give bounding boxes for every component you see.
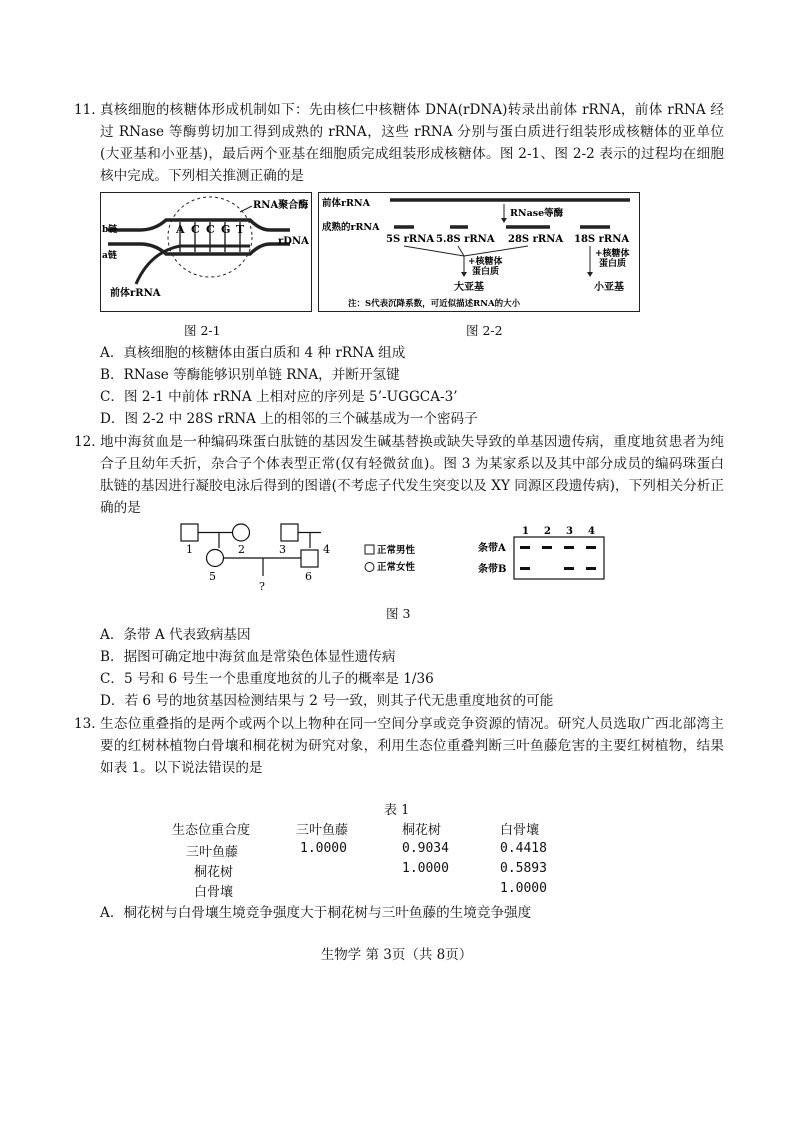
figure-note: 注：S代表沉降系数，可近似描述RNA的大小: [348, 299, 521, 309]
table-cell: 1.0000: [500, 881, 547, 896]
rrna-58s: 5.8S rRNA: [436, 234, 495, 245]
pedigree-figure: [175, 522, 465, 602]
legend-male: 正常男性: [377, 545, 416, 556]
table-cell: 0.4418: [500, 841, 547, 856]
row-label: 三叶鱼藤: [186, 845, 239, 860]
rrna-18s: 18S rRNA: [574, 234, 630, 245]
mature-rrna-label: 成熟的rRNA: [322, 222, 380, 233]
base-3: C: [206, 223, 215, 236]
figure-2-1-caption: 图 2-1: [184, 323, 221, 338]
lane-2: 2: [544, 526, 551, 537]
rrna-28s: 28S rRNA: [508, 234, 564, 245]
gel-figure: [478, 524, 628, 580]
table-cell: 0.5893: [500, 861, 547, 876]
figure-2-1: [100, 192, 312, 312]
table-cell: 1.0000: [402, 861, 449, 876]
lane-1: 1: [522, 526, 529, 537]
table-cell: 0.9034: [402, 841, 449, 856]
table-header: [160, 819, 580, 841]
member-1: 1: [186, 543, 193, 556]
q13-option-a: A．桐花树与白骨壤生境竞争强度大于桐花树与三叶鱼藤的生境竞争强度: [100, 905, 532, 921]
base-1: A: [176, 223, 185, 236]
member-5: 5: [209, 570, 216, 583]
q12-option-a: A．条带 A 代表致病基因: [100, 627, 251, 643]
rrna-5s: 5S rRNA: [386, 234, 435, 245]
row-label: 桐花树: [194, 865, 234, 880]
q11-option-b: B．RNase 等酶能够识别单链 RNA，并断开氢键: [100, 367, 400, 383]
rna-polymerase-label: RNA聚合酶: [253, 200, 309, 211]
member-6: 6: [305, 570, 312, 583]
question-number: 11.: [74, 102, 96, 118]
question-stem: 真核细胞的核糖体形成机制如下：先由核仁中核糖体 DNA(rDNA)转录出前体 rRNA，前体 rRNA 经过 RNase 等酶剪切加工得到成熟的 rRNA，这些 rRNA 分别与蛋白质进行组装形成核糖体的亚单位(大亚基和小亚基)，最后两个亚基在细胞质完成组装形成核糖体。图 2-1、图 2-2 表示的过程均在细胞核中完成。下列相关推测正确的是: [100, 102, 724, 184]
figure-2-2-caption: 图 2-2: [466, 323, 503, 338]
page-footer: 生物学 第 3页（共 8页）: [320, 947, 473, 963]
base-4: G: [221, 223, 231, 236]
rdna-label: rDNA: [278, 236, 309, 247]
q12-option-c: C．5 号和 6 号生一个患重度地贫的儿子的概率是 1/36: [100, 671, 434, 687]
b-strand-label: b链: [102, 225, 118, 235]
pre-rrna-label: 前体rRNA: [110, 288, 161, 299]
add-protein-1b: 蛋白质: [472, 267, 500, 277]
table-row: [160, 881, 580, 901]
table-1: [160, 819, 580, 901]
unknown-child: ?: [259, 580, 265, 593]
header-cell: 三叶鱼藤: [296, 823, 349, 838]
large-subunit: 大亚基: [454, 282, 484, 293]
q12-option-d: D．若 6 号的地贫基因检测结果与 2 号一致，则其子代无患重度地贫的可能: [100, 693, 554, 709]
member-2: 2: [238, 543, 245, 556]
pre-rrna-label-2: 前体rRNA: [322, 198, 370, 209]
table-row: [160, 841, 580, 861]
band-b-label: 条带B: [478, 564, 507, 575]
figure-3-caption: 图 3: [386, 606, 411, 621]
rnase-label: RNase等酶: [510, 208, 564, 219]
base-2: C: [191, 223, 200, 236]
question-12: [74, 431, 724, 519]
table-row: [160, 861, 580, 881]
q11-option-d: D．图 2-2 中 28S rRNA 上的相邻的三个碱基成为一个密码子: [100, 411, 478, 427]
member-3: 3: [279, 543, 286, 556]
q11-option-a: A．真核细胞的核糖体由蛋白质和 4 种 rRNA 组成: [100, 345, 406, 361]
header-cell: 桐花树: [402, 823, 442, 838]
question-stem: 地中海贫血是一种编码珠蛋白肽链的基因发生碱基替换或缺失导致的单基因遗传病，重度地贫患者为纯合子且幼年夭折，杂合子个体表型正常(仅有轻微贫血)。图 3 为某家系以及其中部分成员的编码珠蛋白肽链的基因进行凝胶电泳后得到的图谱(不考虑子代发生突变以及 XY 同源区段遗传病)，下列相关分析正确的是: [100, 434, 724, 516]
row-label: 白骨壤: [194, 885, 234, 900]
header-cell: 生态位重合度: [172, 823, 251, 838]
band-a-label: 条带A: [478, 543, 506, 554]
add-protein-2b: 蛋白质: [599, 259, 627, 269]
table-1-title: 表 1: [384, 803, 410, 818]
figure-2-2: [318, 192, 640, 312]
question-11: [74, 99, 724, 187]
q11-option-c: C．图 2-1 中前体 rRNA 上相对应的序列是 5’-UGGCA-3’: [100, 389, 458, 405]
header-cell: 白骨壤: [500, 823, 540, 838]
lane-3: 3: [566, 526, 573, 537]
legend-female: 正常女性: [377, 562, 416, 573]
add-protein-1: +核糖体: [468, 257, 503, 267]
lane-4: 4: [588, 526, 595, 537]
base-5: T: [236, 223, 245, 236]
question-number: 12.: [74, 434, 96, 450]
q12-option-b: B．据图可确定地中海贫血是常染色体显性遗传病: [100, 649, 396, 665]
table-cell: 1.0000: [300, 841, 347, 856]
small-subunit: 小亚基: [594, 282, 624, 293]
member-4: 4: [323, 543, 330, 556]
question-stem: 生态位重叠指的是两个或两个以上物种在同一空间分享或竞争资源的情况。研究人员选取广西北部湾主要的红树林植物白骨壤和桐花树为研究对象，利用生态位重叠判断三叶鱼藤危害的主要红树植物，结果如表 1。以下说法错误的是: [100, 716, 724, 776]
question-13: [74, 713, 724, 779]
a-strand-label: a链: [102, 251, 117, 261]
add-protein-2: +核糖体: [595, 249, 630, 259]
question-number: 13.: [74, 716, 96, 732]
